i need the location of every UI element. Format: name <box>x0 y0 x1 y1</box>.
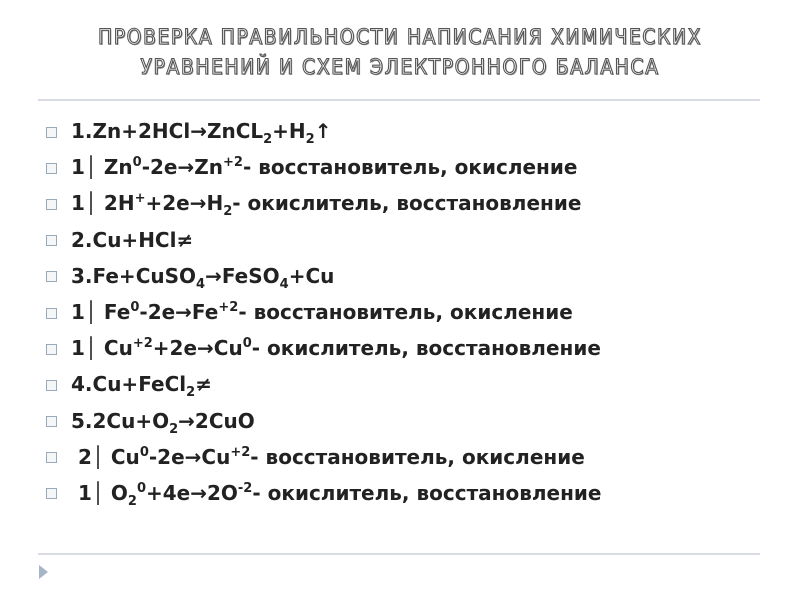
equation-text: 1│ $Cu^{+2}+2e\to Cu^0-$ окислитель, восстановление <box>71 336 601 361</box>
square-bullet-icon <box>46 271 57 282</box>
equation-text: $1.Zn+2HCl\to ZnCL_2+H_2↑$ <box>71 119 332 148</box>
equation-text: 1│ $Zn^0-2e\to Zn^{+2}-$ восстановитель, окисление <box>71 155 578 180</box>
square-bullet-icon <box>46 163 57 174</box>
equation-text: 1│ $2H^++2e\to H_2-$ окислитель, восстановление <box>71 191 582 220</box>
list-item <box>46 475 766 511</box>
square-bullet-icon <box>46 199 57 210</box>
square-bullet-icon <box>46 416 57 427</box>
list-item <box>46 185 766 221</box>
top-divider <box>38 99 760 101</box>
next-slide-arrow-icon[interactable] <box>39 565 48 579</box>
equation-text: 2.Cu+HCl≠ <box>71 227 194 252</box>
list-item <box>46 439 766 475</box>
slide-title <box>0 22 800 82</box>
equation-text: 3.Fe+CuSO$_4$→FeSO$_4$+Cu <box>71 263 335 292</box>
equation-text: 1│ $O_2^0+4e\to 2O^{-2}-$ окислитель, восстановление <box>71 480 602 509</box>
bottom-divider <box>38 553 760 555</box>
list-item <box>46 330 766 366</box>
list-item <box>46 366 766 402</box>
square-bullet-icon <box>46 235 57 246</box>
square-bullet-icon <box>46 344 57 355</box>
list-item <box>46 294 766 330</box>
square-bullet-icon <box>46 488 57 499</box>
list-item <box>46 113 766 149</box>
equation-text: 1│ $Fe^0-2e\to Fe^{+2}-$ восстановитель, окисление <box>71 300 573 325</box>
square-bullet-icon <box>46 308 57 319</box>
slide-title-line-1: ПРОВЕРКА ПРАВИЛЬНОСТИ НАПИСАНИЯ ХИМИЧЕСКИХ <box>98 25 702 49</box>
list-item <box>46 222 766 258</box>
square-bullet-icon <box>46 127 57 138</box>
list-item <box>46 258 766 294</box>
equation-text: $5.2Cu+O_2\to 2CuO$ <box>71 408 255 437</box>
list-item <box>46 403 766 439</box>
slide-title-line-2: УРАВНЕНИЙ И СХЕМ ЭЛЕКТРОННОГО БАЛАНСА <box>140 55 660 79</box>
list-item <box>46 149 766 185</box>
square-bullet-icon <box>46 380 57 391</box>
equation-list <box>46 113 766 511</box>
square-bullet-icon <box>46 452 57 463</box>
equation-text: 4.Cu+FeCl$_2$≠ <box>71 372 212 401</box>
equation-text: 2│ $Cu^0-2e\to Cu^{+2}-$ восстановитель, окисление <box>71 444 585 469</box>
